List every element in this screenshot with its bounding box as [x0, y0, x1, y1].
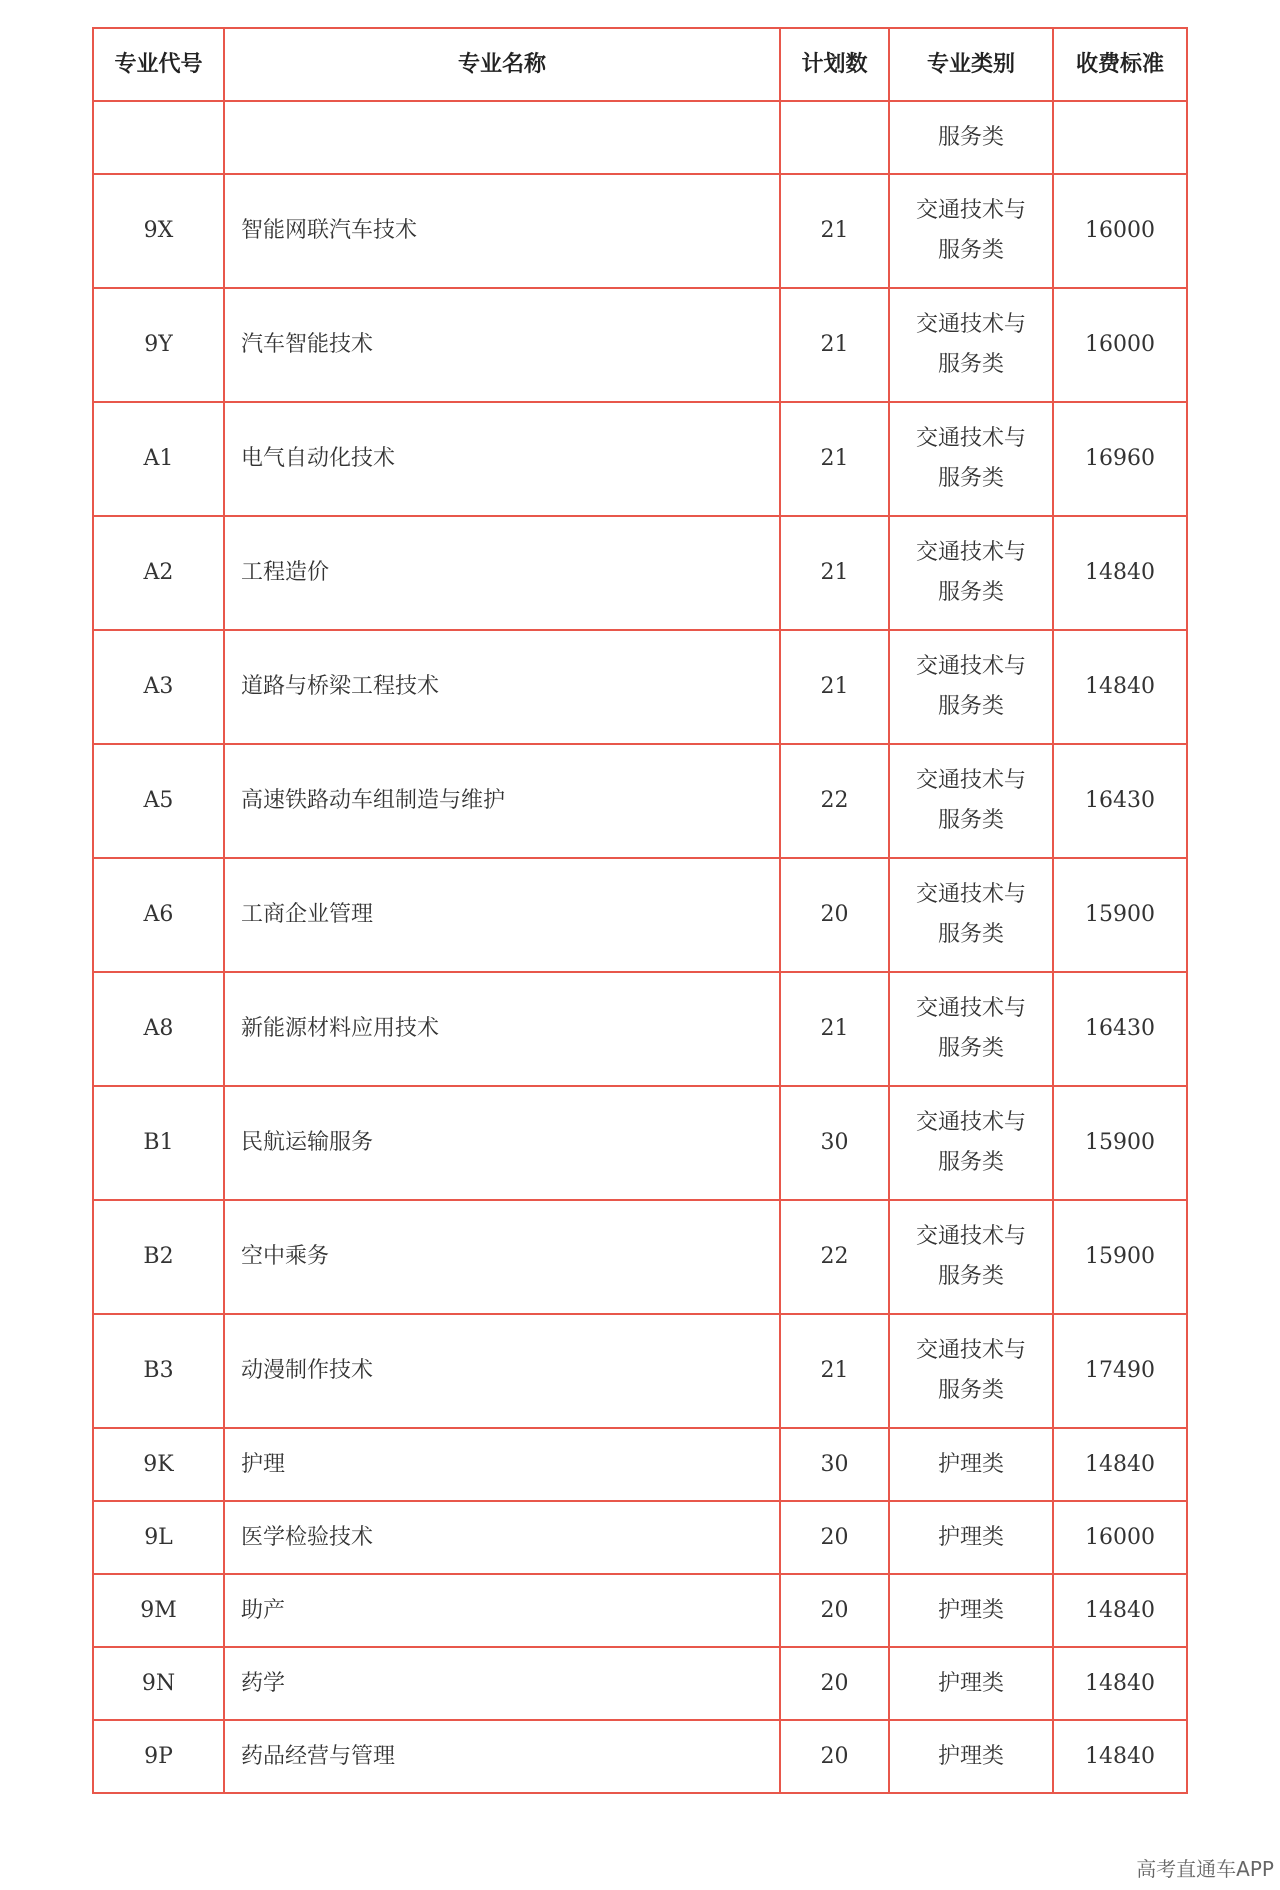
fee-cell: 16000	[1053, 174, 1187, 288]
table-row	[93, 1501, 1187, 1574]
name-cell: 空中乘务	[224, 1200, 780, 1314]
category-cell: 护理类	[889, 1574, 1053, 1647]
code-cell: 9X	[93, 174, 224, 288]
header-code: 专业代号	[93, 28, 224, 101]
table-row	[93, 101, 1187, 174]
category-cell: 交通技术与 服务类	[889, 744, 1053, 858]
code-cell: 9K	[93, 1428, 224, 1501]
plan-cell: 30	[780, 1086, 889, 1200]
code-cell: A3	[93, 630, 224, 744]
fee-cell: 14840	[1053, 630, 1187, 744]
fee-cell: 14840	[1053, 1720, 1187, 1793]
header-plan: 计划数	[780, 28, 889, 101]
fee-cell: 14840	[1053, 1428, 1187, 1501]
category-cell: 护理类	[889, 1720, 1053, 1793]
plan-cell: 20	[780, 1647, 889, 1720]
plan-cell: 21	[780, 972, 889, 1086]
name-cell: 药学	[224, 1647, 780, 1720]
plan-cell: 20	[780, 858, 889, 972]
name-cell: 护理	[224, 1428, 780, 1501]
plan-cell: 21	[780, 630, 889, 744]
watermark: 高考直通车APP	[1136, 1857, 1274, 1881]
name-cell: 民航运输服务	[224, 1086, 780, 1200]
name-cell: 智能网联汽车技术	[224, 174, 780, 288]
name-cell: 道路与桥梁工程技术	[224, 630, 780, 744]
category-cell: 交通技术与 服务类	[889, 174, 1053, 288]
code-cell: 9N	[93, 1647, 224, 1720]
code-cell: A5	[93, 744, 224, 858]
name-cell: 高速铁路动车组制造与维护	[224, 744, 780, 858]
fee-cell: 14840	[1053, 1574, 1187, 1647]
category-cell: 服务类	[889, 101, 1053, 174]
table-row	[93, 1720, 1187, 1793]
fee-cell: 15900	[1053, 1200, 1187, 1314]
category-cell: 护理类	[889, 1647, 1053, 1720]
code-cell: B1	[93, 1086, 224, 1200]
code-cell: B3	[93, 1314, 224, 1428]
table-row	[93, 402, 1187, 516]
plan-cell: 20	[780, 1720, 889, 1793]
table-row	[93, 744, 1187, 858]
name-cell: 药品经营与管理	[224, 1720, 780, 1793]
code-cell: 9L	[93, 1501, 224, 1574]
fee-cell: 15900	[1053, 1086, 1187, 1200]
fee-cell: 14840	[1053, 1647, 1187, 1720]
name-cell: 工商企业管理	[224, 858, 780, 972]
plan-cell: 21	[780, 174, 889, 288]
plan-cell: 21	[780, 402, 889, 516]
code-cell: A2	[93, 516, 224, 630]
fee-cell: 15900	[1053, 858, 1187, 972]
code-cell: 9M	[93, 1574, 224, 1647]
table-row	[93, 1428, 1187, 1501]
fee-cell: 16430	[1053, 744, 1187, 858]
plan-cell: 21	[780, 288, 889, 402]
code-cell: 9Y	[93, 288, 224, 402]
table-row	[93, 516, 1187, 630]
category-cell: 交通技术与 服务类	[889, 1086, 1053, 1200]
table-row	[93, 972, 1187, 1086]
table-row	[93, 858, 1187, 972]
fee-cell: 17490	[1053, 1314, 1187, 1428]
table-header-row	[93, 28, 1187, 101]
name-cell: 动漫制作技术	[224, 1314, 780, 1428]
plan-cell: 22	[780, 744, 889, 858]
name-cell: 助产	[224, 1574, 780, 1647]
category-cell: 交通技术与 服务类	[889, 516, 1053, 630]
plan-cell: 20	[780, 1574, 889, 1647]
category-cell: 交通技术与 服务类	[889, 402, 1053, 516]
name-cell	[224, 101, 780, 174]
admission-plan-table-container	[92, 27, 1188, 1794]
category-cell: 交通技术与 服务类	[889, 1314, 1053, 1428]
fee-cell: 16960	[1053, 402, 1187, 516]
table-row	[93, 1647, 1187, 1720]
code-cell: A1	[93, 402, 224, 516]
category-cell: 交通技术与 服务类	[889, 1200, 1053, 1314]
table-row	[93, 1574, 1187, 1647]
category-cell: 交通技术与 服务类	[889, 972, 1053, 1086]
fee-cell: 16000	[1053, 288, 1187, 402]
plan-cell: 22	[780, 1200, 889, 1314]
table-body	[93, 101, 1187, 1793]
fee-cell: 16000	[1053, 1501, 1187, 1574]
plan-cell: 21	[780, 516, 889, 630]
name-cell: 电气自动化技术	[224, 402, 780, 516]
category-cell: 交通技术与 服务类	[889, 858, 1053, 972]
plan-cell	[780, 101, 889, 174]
name-cell: 医学检验技术	[224, 1501, 780, 1574]
table-row	[93, 288, 1187, 402]
fee-cell	[1053, 101, 1187, 174]
code-cell: 9P	[93, 1720, 224, 1793]
category-cell: 交通技术与 服务类	[889, 288, 1053, 402]
table-row	[93, 1086, 1187, 1200]
code-cell: B2	[93, 1200, 224, 1314]
fee-cell: 16430	[1053, 972, 1187, 1086]
category-cell: 护理类	[889, 1501, 1053, 1574]
table-row	[93, 1314, 1187, 1428]
header-category: 专业类别	[889, 28, 1053, 101]
plan-cell: 30	[780, 1428, 889, 1501]
header-fee: 收费标准	[1053, 28, 1187, 101]
table-row	[93, 174, 1187, 288]
header-name: 专业名称	[224, 28, 780, 101]
category-cell: 交通技术与 服务类	[889, 630, 1053, 744]
admission-plan-table	[92, 27, 1188, 1794]
code-cell: A6	[93, 858, 224, 972]
category-cell: 护理类	[889, 1428, 1053, 1501]
plan-cell: 21	[780, 1314, 889, 1428]
code-cell	[93, 101, 224, 174]
name-cell: 新能源材料应用技术	[224, 972, 780, 1086]
table-row	[93, 630, 1187, 744]
name-cell: 汽车智能技术	[224, 288, 780, 402]
plan-cell: 20	[780, 1501, 889, 1574]
fee-cell: 14840	[1053, 516, 1187, 630]
table-row	[93, 1200, 1187, 1314]
name-cell: 工程造价	[224, 516, 780, 630]
code-cell: A8	[93, 972, 224, 1086]
